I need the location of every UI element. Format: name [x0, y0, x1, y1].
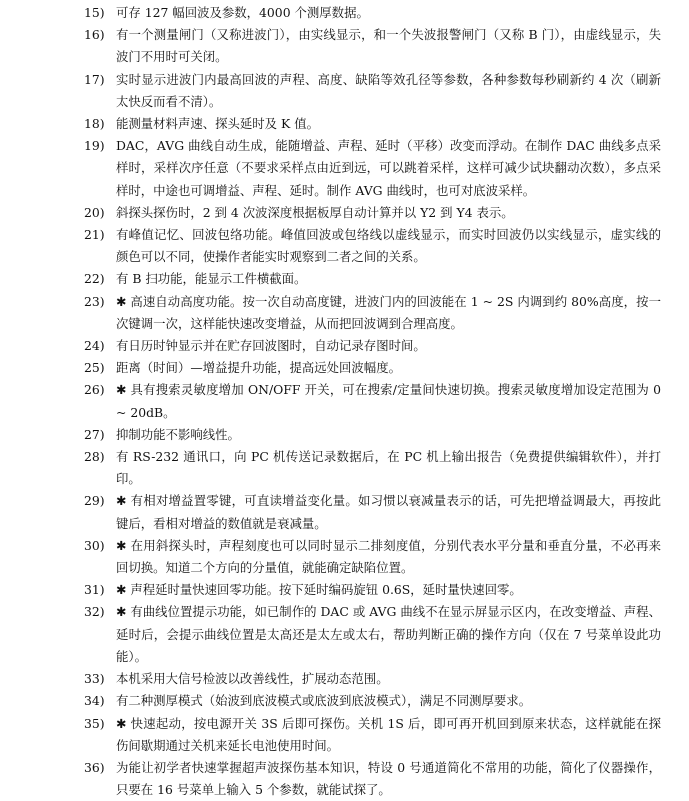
- item-text: 距离（时间）—增益提升功能，提高远处回波幅度。: [116, 360, 401, 376]
- list-item: [84, 490, 661, 534]
- item-text: ✱ 高速自动高度功能。按一次自动高度键，进波门内的回波能在 1 ~ 2S 内调到约 80%高度，按一次键调一次，这样能快速改变增益，从而把回波调到合理高度。: [116, 293, 661, 331]
- item-text: 为能让初学者快速掌握超声波探伤基本知识，特设 0 号通道简化不常用的功能，简化了仪器操作，只要在 16 号菜单上输入 5 个参数，就能试探了。: [116, 759, 661, 798]
- item-text: 可存 127 幅回波及参数，4000 个测厚数据。: [116, 5, 369, 20]
- list-item: [84, 535, 661, 579]
- item-text: 有日历时钟显示并在贮存回波图时，自动记录存图时间。: [116, 338, 426, 354]
- item-number: 21): [84, 227, 105, 243]
- item-number: 20): [84, 204, 105, 220]
- item-text: ✱ 在用斜探头时，声程刻度也可以同时显示二排刻度值，分别代表水平分量和垂直分量，不必再来回切换。知道二个方向的分量值，就能确定缺陷位置。: [116, 537, 661, 576]
- item-number: 24): [84, 338, 105, 354]
- list-item: [84, 579, 661, 601]
- item-text: 有一个测量闸门（又称进波门），由实线显示，和一个失波报警闸门（又称 B 门），由虚线显示，失波门不用时可关闭。: [116, 27, 661, 65]
- item-number: 25): [84, 360, 105, 376]
- item-number: 35): [84, 715, 105, 731]
- item-number: 26): [84, 382, 105, 398]
- item-text: ✱ 声程延时量快速回零功能。按下延时编码旋钮 0.6S，延时量快速回零。: [116, 582, 522, 598]
- item-text: 有峰值记忆、回波包络功能。峰值回波或包络线以虚线显示，而实时回波仍以实线显示，虚实线的颜色可以不同，使操作者能实时观察到二者之间的关系。: [116, 227, 661, 265]
- list-item: [84, 690, 661, 712]
- list-item: [84, 446, 661, 490]
- list-item: [84, 668, 661, 690]
- item-number: 33): [84, 671, 105, 687]
- item-text: 有二种测厚模式（始波到底波模式或底波到底波模式），满足不同测厚要求。: [116, 693, 532, 709]
- list-item: [84, 113, 661, 135]
- list-item: [84, 2, 661, 24]
- item-number: 36): [84, 759, 105, 775]
- item-number: 27): [84, 426, 105, 442]
- list-item: [84, 224, 661, 268]
- item-number: 18): [84, 116, 105, 132]
- list-item: [84, 713, 661, 757]
- list-item: [84, 335, 661, 357]
- item-number: 28): [84, 449, 105, 465]
- item-text: 实时显示进波门内最高回波的声程、高度、缺陷等效孔径等参数，各种参数每秒刷新约 4 次（刷新太快反而看不清）。: [116, 71, 661, 109]
- item-text: ✱ 快速起动，按电源开关 3S 后即可探伤。关机 1S 后，即可再开机回到原来状态，这样就能在探伤间歇期通过关机来延长电池使用时间。: [116, 715, 661, 753]
- list-item: [84, 424, 661, 446]
- item-text: 有 RS-232 通讯口，向 PC 机传送记录数据后，在 PC 机上输出报告（免费提供编辑软件），并打印。: [116, 449, 661, 487]
- item-text: ✱ 有相对增益置零键，可直读增益变化量。如习惯以衰减量表示的话，可先把增益调最大，再按此键后，看相对增益的数值就是衰减量。: [116, 493, 661, 531]
- item-number: 31): [84, 582, 105, 598]
- list-item: [84, 69, 661, 113]
- item-text: ✱ 具有搜索灵敏度增加 ON/OFF 开关，可在搜索/定量间快速切换。搜索灵敏度增加设定范围为 0 ~ 20dB。: [116, 382, 661, 420]
- list-item: [84, 601, 661, 668]
- list-item: [84, 291, 661, 335]
- item-text: 斜探头探伤时，2 到 4 次波深度根据板厚自动计算并以 Y2 到 Y4 表示。: [116, 204, 514, 220]
- item-text: DAC，AVG 曲线自动生成，能随增益、声程、延时（平移）改变而浮动。在制作 DAC 曲线多点采样时，采样次序任意（不要求采样点由近到远，可以跳着采样，这样可减少试块翻动次数），多点采样时，中途也可调增益、声程、延时。制作 AVG 曲线时，也可对底波采样。: [116, 138, 661, 198]
- list-item: [84, 379, 661, 423]
- item-text: 本机采用大信号检波以改善线性，扩展动态范围。: [116, 671, 389, 687]
- list-item: [84, 135, 661, 202]
- item-number: 32): [84, 604, 105, 620]
- item-number: 23): [84, 293, 105, 309]
- list-item: [84, 24, 661, 68]
- item-number: 17): [84, 71, 105, 87]
- item-number: 30): [84, 537, 105, 553]
- list-item: [84, 268, 661, 290]
- item-text: 能测量材料声速、探头延时及 K 值。: [116, 116, 319, 132]
- item-number: 34): [84, 693, 105, 709]
- item-number: 22): [84, 271, 105, 287]
- item-number: 29): [84, 493, 105, 509]
- item-text: 抑制功能不影响线性。: [116, 426, 240, 442]
- item-text: ✱ 有曲线位置提示功能，如已制作的 DAC 或 AVG 曲线不在显示屏显示区内，在改变增益、声程、延时后，会提示曲线位置是太高还是太左或太右，帮助判断正确的操作方向（仅在 7 号菜单设此功能）。: [116, 604, 661, 664]
- item-text: 有 B 扫功能，能显示工件横截面。: [116, 271, 307, 287]
- item-number: 16): [84, 27, 105, 43]
- list-item: [84, 202, 661, 224]
- item-number: 19): [84, 138, 105, 154]
- list-item: [84, 757, 661, 801]
- item-number: 15): [84, 5, 105, 20]
- list-item: [84, 357, 661, 379]
